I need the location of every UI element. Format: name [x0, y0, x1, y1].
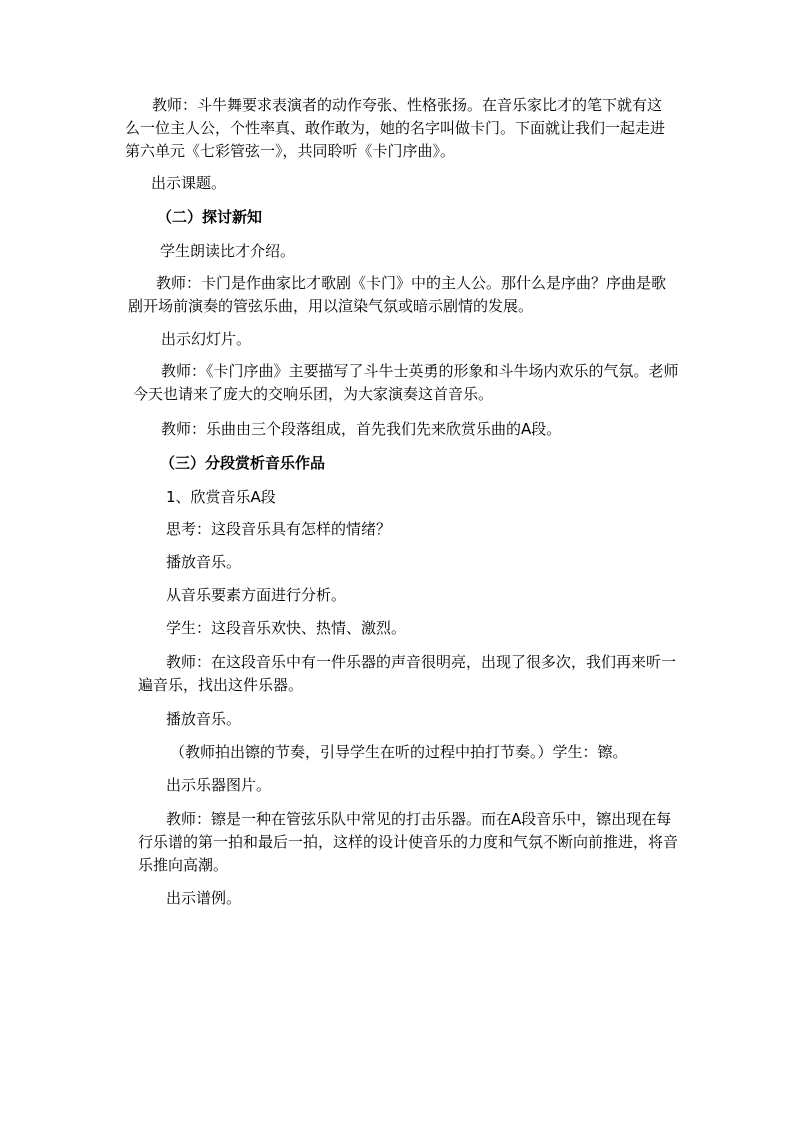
paragraph-show-slides: 出示幻灯片。 [161, 330, 252, 348]
paragraph-play-music-1: 播放音乐。 [166, 553, 242, 571]
paragraph-overture-def: 教师：卡门是作曲家比才歌剧《卡门》中的主人公。那什么是序曲？序曲是歌剧开场前演奏的管弦乐曲，用以渲染气氛或暗示剧情的发展。 [128, 274, 667, 315]
paragraph-student-read: 学生朗读比才介绍。 [160, 242, 296, 260]
section-heading-3: （三）分段赏析音乐作品 [160, 454, 326, 472]
paragraph-cymbal-desc: 教师：镲是一种在管弦乐队中常见的打击乐器。而在A段音乐中，镲出现在每行乐谱的第一拍和最后一拍，这样的设计使音乐的力度和气氛不断向前推进，将音乐推向高潮。 [138, 810, 679, 874]
paragraph-listen-a: 1、欣赏音乐A段 [166, 488, 276, 506]
paragraph-three-sections: 教师：乐曲由三个段落组成，首先我们先来欣赏乐曲的A段。 [161, 420, 562, 438]
paragraph-play-music-2: 播放音乐。 [166, 710, 242, 728]
section-heading-2: （二）探讨新知 [157, 208, 263, 226]
paragraph-think: 思考：这段音乐具有怎样的情绪？ [166, 520, 392, 538]
paragraph-intro: 教师：斗牛舞要求表演者的动作夸张、性格张扬。在音乐家比才的笔下就有这么一位主人公，个性率真、敢作敢为，她的名字叫做卡门。下面就让我们一起走进第六单元《七彩管弦一》，共同聆听《卡门序曲》。 [125, 96, 666, 160]
paragraph-overture-desc: 教师：《卡门序曲》主要描写了斗牛士英勇的形象和斗牛场内欢乐的气氛。老师今天也请来了庞大的交响乐团，为大家演奏这首音乐。 [133, 362, 679, 403]
paragraph-analyze: 从音乐要素方面进行分析。 [166, 586, 347, 604]
paragraph-show-instrument: 出示乐器图片。 [166, 776, 272, 794]
paragraph-instrument-question: 教师：在这段音乐中有一件乐器的声音很明亮，出现了很多次，我们再来听一遍音乐，找出这件乐器。 [138, 653, 677, 694]
paragraph-student-answer: 学生：这段音乐欢快、热情、激烈。 [166, 619, 407, 637]
paragraph-show-score: 出示谱例。 [166, 889, 242, 907]
paragraph-clap-rhythm: （教师拍出镲的节奏，引导学生在听的过程中拍打节奏。）学生：镲。 [170, 743, 628, 761]
paragraph-show-title: 出示课题。 [151, 174, 227, 192]
